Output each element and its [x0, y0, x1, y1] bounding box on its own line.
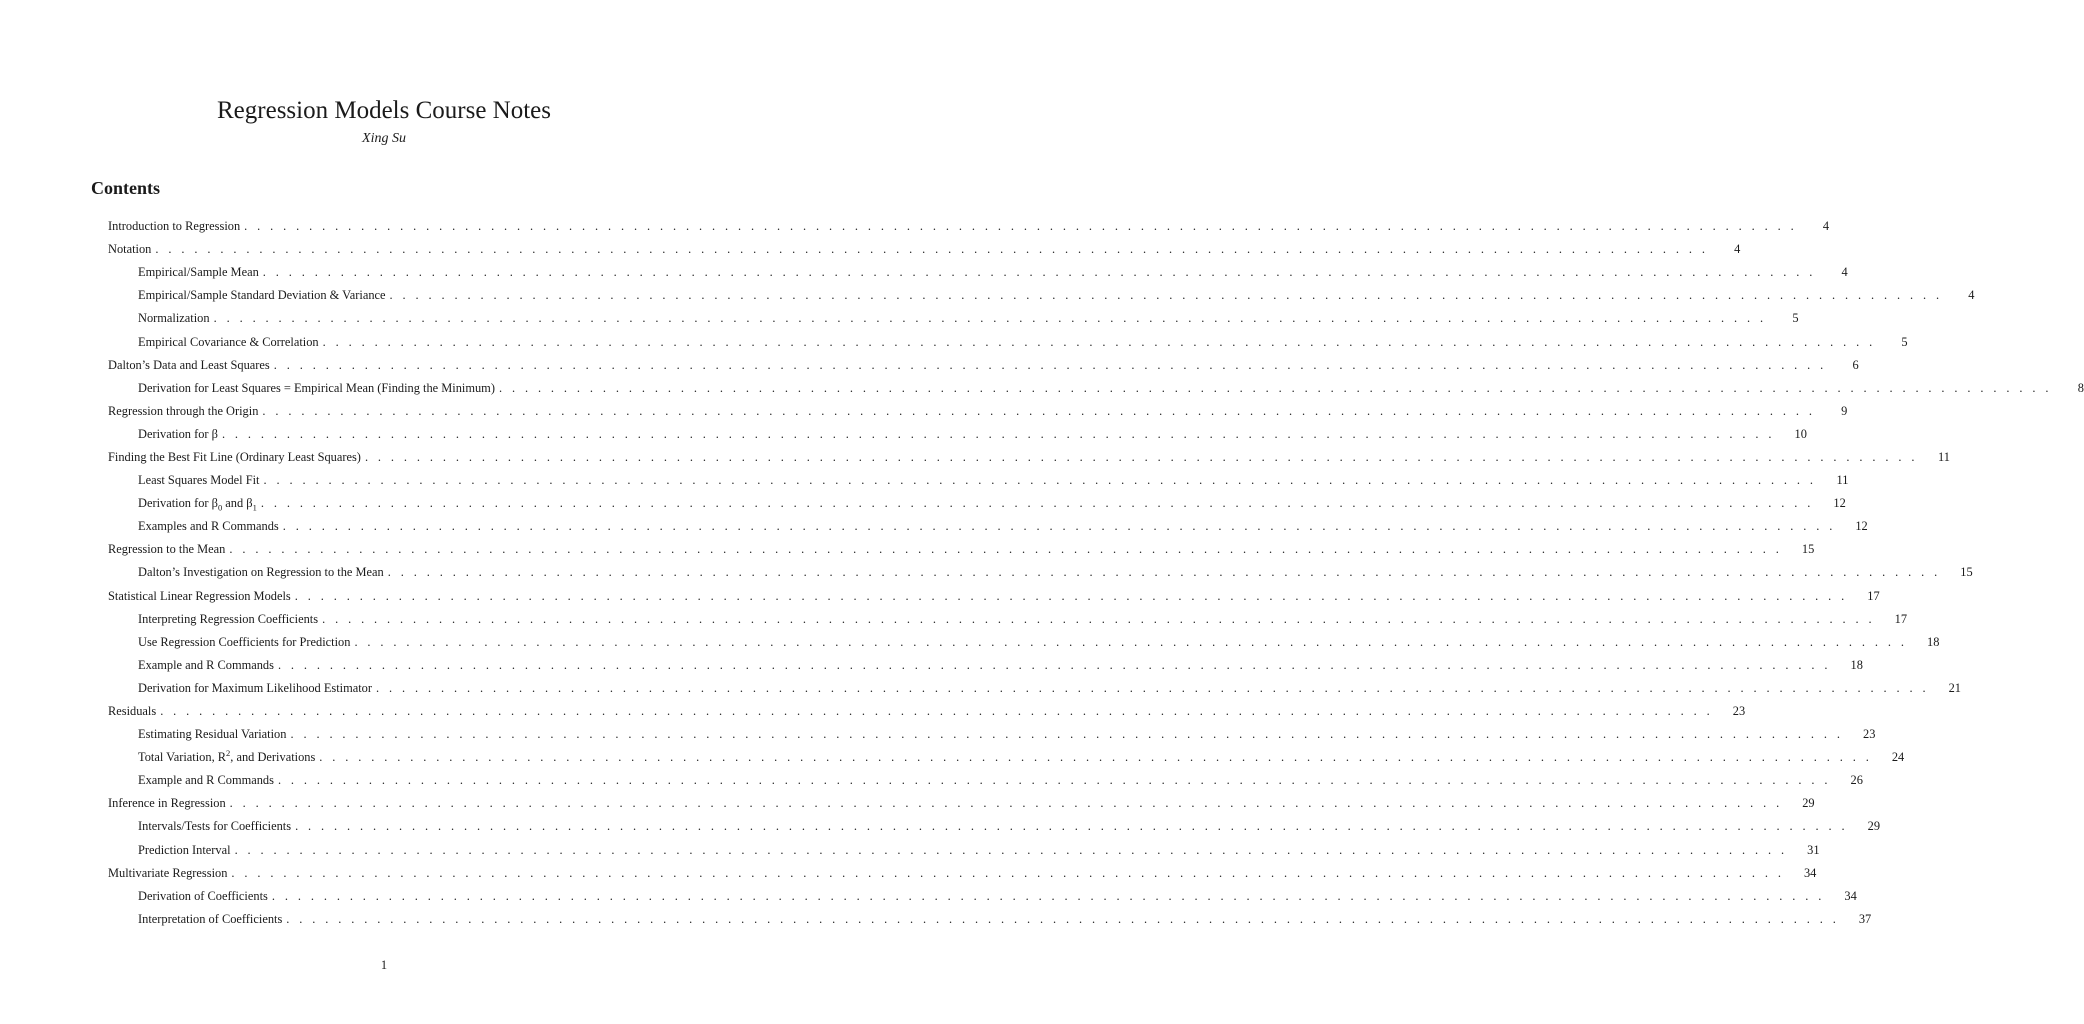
toc-entry-label[interactable]: Derivation for Least Squares = Empirical Mean (Finding the Minimum)	[138, 380, 495, 395]
toc-entry-label[interactable]: Finding the Best Fit Line (Ordinary Least Squares)	[108, 449, 361, 464]
toc-leader-dots: . . . . . . . . . . . . . . . . . . . . . . . . . . . . . . . . . . . . . . . . . . . . . . . . . . . . . . . . . . . . . . . . . . . . . . . . . . . . . . . . . . . . . . . . . . . . . . . . . . . . . . . . . . . . . . . . . . . . . . . .	[271, 888, 1825, 903]
toc-entry-label[interactable]: Residuals	[108, 704, 157, 719]
toc-entry[interactable]	[0, 862, 1817, 885]
toc-leader-dots: . . . . . . . . . . . . . . . . . . . . . . . . . . . . . . . . . . . . . . . . . . . . . . . . . . . . . . . . . . . . . . . . . . . . . . . . . . . . . . . . . . . . . . . . . . . . . . . . . . . . . . . . . . . . . . . . . . . . . . . .	[273, 357, 1827, 372]
toc-entry-page: 10	[1794, 426, 1807, 441]
toc-entry[interactable]	[0, 423, 1807, 446]
toc-leader-dots: . . . . . . . . . . . . . . . . . . . . . . . . . . . . . . . . . . . . . . . . . . . . . . . . . . . . . . . . . . . . . . . . . . . . . . . . . . . . . . . . . . . . . . . . . . . . . . . . . . . . . . . . . . . . . . . . . . . . . . . .	[277, 773, 1831, 788]
toc-entry-label[interactable]: Statistical Linear Regression Models	[108, 588, 291, 603]
document-title: Regression Models Course Notes	[217, 97, 551, 124]
toc-leader-dots: . . . . . . . . . . . . . . . . . . . . . . . . . . . . . . . . . . . . . . . . . . . . . . . . . . . . . . . . . . . . . . . . . . . . . . . . . . . . . . . . . . . . . . . . . . . . . . . . . . . . . . . . . . . . . . . . . . . . . . . .	[294, 588, 1848, 603]
toc-leader-dots: . . . . . . . . . . . . . . . . . . . . . . . . . . . . . . . . . . . . . . . . . . . . . . . . . . . . . . . . . . . . . . . . . . . . . . . . . . . . . . . . . . . . . . . . . . . . . . . . . . . . . . . . . . . . . . . . . . . . . . . .	[286, 911, 1840, 926]
toc-entry-page: 11	[1937, 449, 1950, 464]
contents-heading: Contents	[91, 178, 161, 198]
toc-entry-page: 11	[1836, 473, 1849, 488]
toc-leader-dots: . . . . . . . . . . . . . . . . . . . . . . . . . . . . . . . . . . . . . . . . . . . . . . . . . . . . . . . . . . . . . . . . . . . . . . . . . . . . . . . . . . . . . . . . . . . . . . . . . . . . . . . . . . . . . . . . . . . . . . . .	[295, 819, 1849, 834]
toc-entry-page: 4	[1822, 219, 1830, 234]
toc-entry-label[interactable]: Normalization	[138, 311, 210, 326]
toc-entry-label[interactable]: Derivation of Coefficients	[138, 888, 268, 903]
toc-entry-page: 4	[1734, 242, 1741, 257]
toc-entry-page: 5	[1792, 311, 1799, 326]
toc-entry-page: 8	[2077, 380, 2084, 395]
toc-entry-label[interactable]: Notation	[108, 242, 152, 257]
toc-entry[interactable]	[0, 885, 1857, 908]
toc-leader-dots: . . . . . . . . . . . . . . . . . . . . . . . . . . . . . . . . . . . . . . . . . . . . . . . . . . . . . . . . . . . . . . . . . . . . . . . . . . . . . . . . . . . . . . . . . . . . . . . . . . . . . . . . . . . . . . . . . . . . . . . .	[260, 496, 1814, 511]
toc-entry-label[interactable]: Empirical Covariance & Correlation	[138, 334, 319, 349]
toc-entry[interactable]	[0, 354, 1859, 377]
toc-entry-page: 37	[1858, 911, 1872, 926]
toc-entry-page: 6	[1852, 357, 1859, 372]
toc-leader-dots: . . . . . . . . . . . . . . . . . . . . . . . . . . . . . . . . . . . . . . . . . . . . . . . . . . . . . . . . . . . . . . . . . . . . . . . . . . . . . . . . . . . . . . . . . . . . . . . . . . . . . . . . . . . . . . . . . . . . . . . .	[221, 426, 1775, 441]
toc-entry-label[interactable]: Least Squares Model Fit	[138, 473, 260, 488]
toc-entry-label[interactable]: Prediction Interval	[138, 842, 231, 857]
toc-leader-dots: . . . . . . . . . . . . . . . . . . . . . . . . . . . . . . . . . . . . . . . . . . . . . . . . . . . . . . . . . . . . . . . . . . . . . . . . . . . . . . . . . . . . . . . . . . . . . . . . . . . . . . . . . . . . . . . . . . . . . . . .	[213, 311, 1767, 326]
toc-leader-dots: . . . . . . . . . . . . . . . . . . . . . . . . . . . . . . . . . . . . . . . . . . . . . . . . . . . . . . . . . . . . . . . . . . . . . . . . . . . . . . . . . . . . . . . . . . . . . . . . . . . . . . . . . . . . . . . . . . . . . . . .	[262, 265, 1816, 280]
toc-entry[interactable]	[0, 377, 2084, 400]
page-number: 1	[380, 958, 388, 972]
toc-leader-dots: . . . . . . . . . . . . . . . . . . . . . . . . . . . . . . . . . . . . . . . . . . . . . . . . . . . . . . . . . . . . . . . . . . . . . . . . . . . . . . . . . . . . . . . . . . . . . . . . . . . . . . . . . . . . . . . . . . . . . . . .	[498, 380, 2052, 395]
toc-entry[interactable]	[0, 839, 1820, 862]
toc-leader-dots: . . . . . . . . . . . . . . . . . . . . . . . . . . . . . . . . . . . . . . . . . . . . . . . . . . . . . . . . . . . . . . . . . . . . . . . . . . . . . . . . . . . . . . . . . . . . . . . . . . . . . . . . . . . . . . . . . . . . . . . .	[244, 219, 1798, 234]
toc-entry[interactable]	[0, 608, 1908, 631]
toc-leader-dots: . . . . . . . . . . . . . . . . . . . . . . . . . . . . . . . . . . . . . . . . . . . . . . . . . . . . . . . . . . . . . . . . . . . . . . . . . . . . . . . . . . . . . . . . . . . . . . . . . . . . . . . . . . . . . . . . . . . . . . . .	[160, 704, 1714, 719]
toc-entry[interactable]	[0, 307, 1799, 330]
toc-entry-page: 23	[1863, 727, 1876, 742]
toc-entry-page: 5	[1901, 334, 1908, 349]
toc-entry-label[interactable]: Derivation for β	[138, 426, 218, 441]
toc-entry[interactable]	[0, 585, 1880, 608]
toc-entry-label[interactable]: Derivation for Maximum Likelihood Estimator	[138, 680, 373, 695]
toc-entry-label[interactable]: Regression to the Mean	[108, 542, 226, 557]
toc-entry[interactable]	[0, 446, 1950, 469]
toc-entry-label[interactable]: Interpretation of Coefficients	[138, 911, 283, 926]
toc-entry[interactable]	[0, 723, 1876, 746]
toc-entry[interactable]	[0, 677, 1961, 700]
toc-entry[interactable]	[0, 400, 1848, 423]
toc-entry[interactable]	[0, 261, 1848, 284]
toc-leader-dots: . . . . . . . . . . . . . . . . . . . . . . . . . . . . . . . . . . . . . . . . . . . . . . . . . . . . . . . . . . . . . . . . . . . . . . . . . . . . . . . . . . . . . . . . . . . . . . . . . . . . . . . . . . . . . . . . . . . . . . . .	[282, 519, 1836, 534]
toc-entry[interactable]	[0, 654, 1863, 677]
toc-entry[interactable]	[0, 492, 1846, 515]
toc-entry[interactable]	[0, 700, 1746, 723]
toc-entry-page: 12	[1833, 496, 1846, 511]
toc-leader-dots: . . . . . . . . . . . . . . . . . . . . . . . . . . . . . . . . . . . . . . . . . . . . . . . . . . . . . . . . . . . . . . . . . . . . . . . . . . . . . . . . . . . . . . . . . . . . . . . . . . . . . . . . . . . . . . . . . . . . . . . .	[376, 680, 1929, 695]
toc-entry[interactable]	[0, 769, 1863, 792]
toc-entry-page: 4	[1841, 265, 1848, 280]
toc-entry-page: 17	[1867, 588, 1880, 603]
toc-entry[interactable]	[0, 792, 1815, 815]
toc-entry-label[interactable]: Interpreting Regression Coefficients	[138, 611, 319, 626]
toc-entry-label[interactable]: Dalton’s Investigation on Regression to the Mean	[138, 565, 384, 580]
toc-entry-page: 26	[1850, 773, 1863, 788]
toc-entry-label[interactable]: Examples and R Commands	[138, 519, 279, 534]
toc-entry-page: 9	[1841, 403, 1848, 418]
toc-entry-label[interactable]: Use Regression Coefficients for Prediction	[138, 634, 351, 649]
table-of-contents	[0, 215, 2084, 931]
toc-entry-label[interactable]: Regression through the Origin	[108, 403, 259, 418]
toc-entry-page: 34	[1844, 888, 1857, 903]
toc-entry-page: 34	[1803, 865, 1817, 880]
toc-entry[interactable]	[0, 746, 1905, 769]
toc-leader-dots: . . . . . . . . . . . . . . . . . . . . . . . . . . . . . . . . . . . . . . . . . . . . . . . . . . . . . . . . . . . . . . . . . . . . . . . . . . . . . . . . . . . . . . . . . . . . . . . . . . . . . . . . . . . . . . . . . . . . . . . .	[277, 657, 1831, 672]
toc-leader-dots: . . . . . . . . . . . . . . . . . . . . . . . . . . . . . . . . . . . . . . . . . . . . . . . . . . . . . . . . . . . . . . . . . . . . . . . . . . . . . . . . . . . . . . . . . . . . . . . . . . . . . . . . . . . . . . . . . . . . . . . .	[262, 403, 1816, 418]
toc-leader-dots: . . . . . . . . . . . . . . . . . . . . . . . . . . . . . . . . . . . . . . . . . . . . . . . . . . . . . . . . . . . . . . . . . . . . . . . . . . . . . . . . . . . . . . . . . . . . . . . . . . . . . . . . . . . . . . . . . . . . . . . .	[234, 842, 1788, 857]
toc-leader-dots: . . . . . . . . . . . . . . . . . . . . . . . . . . . . . . . . . . . . . . . . . . . . . . . . . . . . . . . . . . . . . . . . . . . . . . . . . . . . . . . . . . . . . . . . . . . . . . . . . . . . . . . . . . . . . . . . . . . . . . . .	[364, 449, 1918, 464]
toc-entry-page: 23	[1732, 704, 1746, 719]
toc-leader-dots: . . . . . . . . . . . . . . . . . . . . . . . . . . . . . . . . . . . . . . . . . . . . . . . . . . . . . . . . . . . . . . . . . . . . . . . . . . . . . . . . . . . . . . . . . . . . . . . . . . . . . . . . . . . . . . . . . . . . . . . .	[263, 473, 1817, 488]
toc-entry-label[interactable]: Inference in Regression	[108, 796, 226, 811]
toc-entry-page: 15	[1801, 542, 1815, 557]
toc-entry[interactable]	[0, 215, 1830, 238]
toc-leader-dots: . . . . . . . . . . . . . . . . . . . . . . . . . . . . . . . . . . . . . . . . . . . . . . . . . . . . . . . . . . . . . . . . . . . . . . . . . . . . . . . . . . . . . . . . . . . . . . . . . . . . . . . . . . . . . . . . . . . . . . . .	[354, 634, 1908, 649]
toc-leader-dots: . . . . . . . . . . . . . . . . . . . . . . . . . . . . . . . . . . . . . . . . . . . . . . . . . . . . . . . . . . . . . . . . . . . . . . . . . . . . . . . . . . . . . . . . . . . . . . . . . . . . . . . . . . . . . . . . . . . . . . . .	[155, 242, 1709, 257]
toc-entry-label[interactable]: Derivation for $\beta_0$ and $\beta_1$	[138, 496, 257, 513]
toc-leader-dots: . . . . . . . . . . . . . . . . . . . . . . . . . . . . . . . . . . . . . . . . . . . . . . . . . . . . . . . . . . . . . . . . . . . . . . . . . . . . . . . . . . . . . . . . . . . . . . . . . . . . . . . . . . . . . . . . . . . . . . . .	[319, 750, 1873, 765]
toc-entry[interactable]	[0, 815, 1881, 838]
toc-entry[interactable]	[0, 330, 1908, 353]
toc-leader-dots: . . . . . . . . . . . . . . . . . . . . . . . . . . . . . . . . . . . . . . . . . . . . . . . . . . . . . . . . . . . . . . . . . . . . . . . . . . . . . . . . . . . . . . . . . . . . . . . . . . . . . . . . . . . . . . . . . . . . . . . .	[231, 865, 1785, 880]
toc-entry[interactable]	[0, 238, 1741, 261]
toc-entry-label[interactable]: Dalton’s Data and Least Squares	[108, 357, 270, 372]
toc-entry-page: 29	[1867, 819, 1881, 834]
toc-entry[interactable]	[0, 561, 1973, 584]
toc-entry-page: 29	[1802, 796, 1815, 811]
toc-leader-dots: . . . . . . . . . . . . . . . . . . . . . . . . . . . . . . . . . . . . . . . . . . . . . . . . . . . . . . . . . . . . . . . . . . . . . . . . . . . . . . . . . . . . . . . . . . . . . . . . . . . . . . . . . . . . . . . . . . . . . . . .	[290, 727, 1844, 742]
toc-entry[interactable]	[0, 515, 1868, 538]
toc-entry-page: 4	[1968, 288, 1975, 303]
toc-leader-dots: . . . . . . . . . . . . . . . . . . . . . . . . . . . . . . . . . . . . . . . . . . . . . . . . . . . . . . . . . . . . . . . . . . . . . . . . . . . . . . . . . . . . . . . . . . . . . . . . . . . . . . . . . . . . . . . . . . . . . . . .	[322, 334, 1876, 349]
toc-entry[interactable]	[0, 908, 1872, 931]
toc-leader-dots: . . . . . . . . . . . . . . . . . . . . . . . . . . . . . . . . . . . . . . . . . . . . . . . . . . . . . . . . . . . . . . . . . . . . . . . . . . . . . . . . . . . . . . . . . . . . . . . . . . . . . . . . . . . . . . . . . . . . . . . .	[229, 542, 1783, 557]
toc-entry-label[interactable]: Introduction to Regression	[108, 219, 241, 234]
toc-leader-dots: . . . . . . . . . . . . . . . . . . . . . . . . . . . . . . . . . . . . . . . . . . . . . . . . . . . . . . . . . . . . . . . . . . . . . . . . . . . . . . . . . . . . . . . . . . . . . . . . . . . . . . . . . . . . . . . . . . . . . . . .	[389, 288, 1943, 303]
toc-entry[interactable]	[0, 469, 1849, 492]
toc-entry-page: 17	[1894, 611, 1908, 626]
toc-entry-label[interactable]: Example and R Commands	[138, 657, 274, 672]
toc-entry[interactable]	[0, 631, 1940, 654]
toc-entry-label[interactable]: Total Variation, $R^2$, and Derivations	[138, 748, 316, 765]
toc-leader-dots: . . . . . . . . . . . . . . . . . . . . . . . . . . . . . . . . . . . . . . . . . . . . . . . . . . . . . . . . . . . . . . . . . . . . . . . . . . . . . . . . . . . . . . . . . . . . . . . . . . . . . . . . . . . . . . . . . . . . . . . .	[229, 796, 1783, 811]
toc-entry-label[interactable]: Empirical/Sample Mean	[138, 265, 259, 280]
toc-entry-page: 12	[1855, 519, 1868, 534]
toc-entry-page: 18	[1927, 634, 1940, 649]
toc-entry-page: 31	[1807, 842, 1820, 857]
document-author: Xing Su	[362, 131, 406, 146]
toc-entry-label[interactable]: Intervals/Tests for Coefficients	[138, 819, 292, 834]
toc-leader-dots: . . . . . . . . . . . . . . . . . . . . . . . . . . . . . . . . . . . . . . . . . . . . . . . . . . . . . . . . . . . . . . . . . . . . . . . . . . . . . . . . . . . . . . . . . . . . . . . . . . . . . . . . . . . . . . . . . . . . . . . .	[387, 565, 1941, 580]
toc-entry-page: 21	[1948, 680, 1961, 695]
toc-entry-label[interactable]: Empirical/Sample Standard Deviation & Variance	[138, 288, 386, 303]
toc-entry[interactable]	[0, 284, 1975, 307]
toc-entry-label[interactable]: Estimating Residual Variation	[138, 727, 287, 742]
toc-entry-label[interactable]: Example and R Commands	[138, 773, 274, 788]
toc-entry-label[interactable]: Multivariate Regression	[108, 865, 228, 880]
toc-entry-page: 24	[1891, 750, 1905, 765]
toc-entry[interactable]	[0, 538, 1815, 561]
toc-entry-page: 18	[1850, 657, 1863, 672]
toc-leader-dots: . . . . . . . . . . . . . . . . . . . . . . . . . . . . . . . . . . . . . . . . . . . . . . . . . . . . . . . . . . . . . . . . . . . . . . . . . . . . . . . . . . . . . . . . . . . . . . . . . . . . . . . . . . . . . . . . . . . . . . . .	[322, 611, 1876, 626]
toc-entry-page: 15	[1960, 565, 1973, 580]
